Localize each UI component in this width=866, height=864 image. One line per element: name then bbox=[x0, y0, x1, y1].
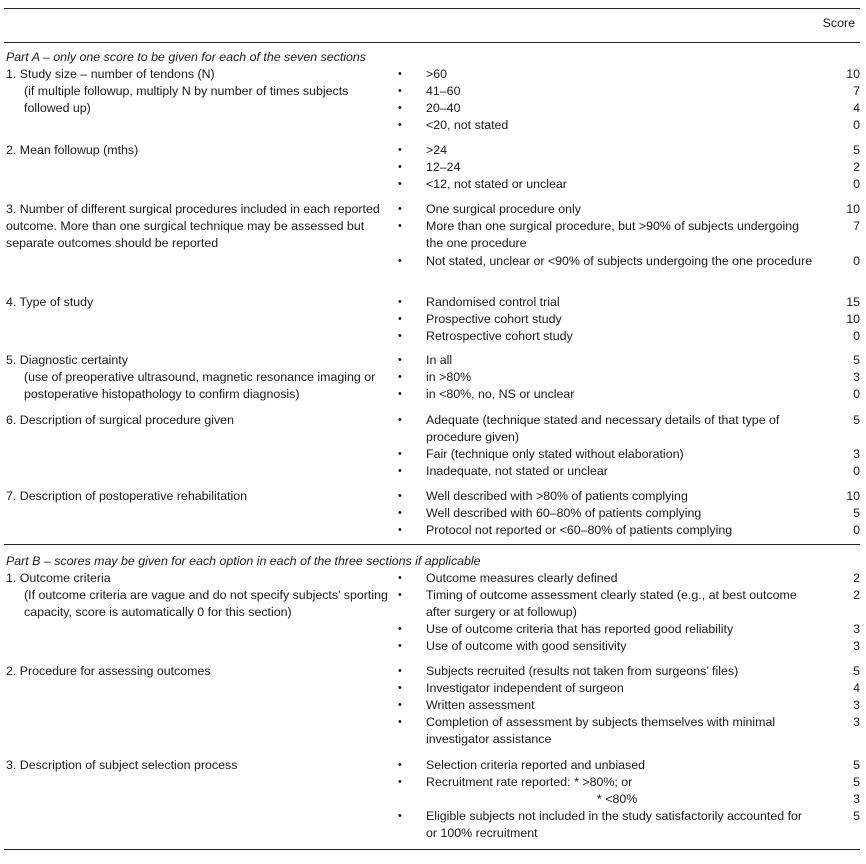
bullet-icon: • bbox=[398, 623, 402, 635]
bullet-icon: • bbox=[398, 85, 402, 97]
bullet-icon: • bbox=[398, 665, 402, 677]
bullet-icon: • bbox=[398, 161, 402, 173]
part-a-section-3 bbox=[6, 201, 381, 252]
option-score: 5 bbox=[853, 506, 860, 520]
option-score: 4 bbox=[853, 681, 860, 695]
option-score: 10 bbox=[846, 312, 860, 326]
bullet-icon: • bbox=[398, 220, 402, 232]
part-b-section-3 bbox=[6, 757, 391, 774]
bullet-icon: • bbox=[398, 388, 402, 400]
section-label: 1. Outcome criteria bbox=[6, 571, 111, 585]
option-score: 4 bbox=[853, 101, 860, 115]
part-a-section-2 bbox=[6, 142, 391, 159]
option-score: 3 bbox=[853, 622, 860, 636]
bullet-icon: • bbox=[398, 354, 402, 366]
option-score: 0 bbox=[853, 329, 860, 343]
option-score: 3 bbox=[853, 792, 860, 806]
option-score: 0 bbox=[853, 254, 860, 268]
part-a-section-7 bbox=[6, 488, 391, 505]
option-score: 2 bbox=[853, 588, 860, 602]
section-label: 6. Description of surgical procedure given bbox=[6, 413, 234, 427]
top-rule bbox=[4, 8, 860, 9]
option-score: 10 bbox=[846, 202, 860, 216]
part-divider-rule bbox=[4, 544, 860, 545]
section-label: 5. Diagnostic certainty bbox=[6, 353, 128, 367]
part-a-section-4 bbox=[6, 294, 391, 311]
bullet-icon: • bbox=[398, 313, 402, 325]
option-score: 5 bbox=[853, 809, 860, 823]
bullet-icon: • bbox=[398, 203, 402, 215]
option-score: 0 bbox=[853, 118, 860, 132]
bullet-icon: • bbox=[398, 682, 402, 694]
option-score: 0 bbox=[853, 387, 860, 401]
bullet-icon: • bbox=[398, 296, 402, 308]
bullet-icon: • bbox=[398, 572, 402, 584]
section-label: 2. Procedure for assessing outcomes bbox=[6, 664, 211, 678]
option-score: 10 bbox=[846, 67, 860, 81]
option-score: 10 bbox=[846, 489, 860, 503]
option-score: 7 bbox=[853, 84, 860, 98]
bullet-icon: • bbox=[398, 178, 402, 190]
section-sublabel: (If outcome criteria are vague and do not specify subjects’ sporting capacity, score is automatically 0 for this section) bbox=[24, 588, 388, 619]
part-a-section-6 bbox=[6, 412, 391, 429]
score-column-header: Score bbox=[822, 16, 855, 30]
bottom-rule bbox=[4, 849, 860, 850]
scoring-table: Score Part A – only one score to be given for each of the seven sections 1. Study size – number of tendons (N) (if multiple followup, multiply N by number of times subjects followed up) • >60 10 • 41–60 7 • 20–40 4 • <20, not stated 0 2. Mean followup (mths) • >24 5 • 12–24 2 • <12, not stated or unclear 0 3. Number of different surgical procedures included in each reported outcome. More than one surgical technique may be assessed but separate outcomes should be reported • One surgical procedure only 10 • More than one surgical procedure, but >90% of subjects undergoing the one procedure 7 • Not stated, unclear or <90% of subjects undergoing the one procedure 0 4. Type of study • Randomised control trial 15 • Prospective cohort study 10 • Retrospective cohort study 0 5. Diagnostic certainty (use of preoperative ultrasound, magnetic resonance imaging or postoperative histopathology to confirm diagnosis) • In all 5 • in >80% 3 • in <80%, no, NS or unclear 0 6. Description of surgical procedure given • Adequate (technique stated and necessary details of that type of procedure given) 5 • Fair (technique only stated without elaboration) 3 • Inadequate, not stated or unclear 0 7. Description of postoperative rehabilitation • Well described with >80% of patients complying 10 • Well described with 60–80% of patients complying 5 • Protocol not reported or <60–80% of patients complying 0 Part B – scores may be given for each option in each of the three sections if applicable 1. Outcome criteria (If outcome criteria are vague and do not specify subjects’ sporting capacity, score is automatically 0 for this section) • Outcome measures clearly defined 2 • Timing of outcome assessment clearly stated (e.g., at best outcome after surgery or at followup) 2 • Use of outcome criteria that has reported good reliability 3 • Use of outcome with good sensitivity 3 2. Procedure for assessing outcomes • Subjects recruited (results not taken from surgeons’ files) 5 • Investigator independent of surgeon 4 • Written assessment 3 • Completion of assessment by subjects themselves with minimal investigator assistance 3 3. Description of subject selection process • Selection criteria reported and unbiased 5 • Recruitment rate reported: * >80%; or 5 * <80% 3 • Eligible subjects not included in the study satisfactorily accounted for or 100% recruitment 5 bbox=[0, 0, 866, 864]
section-label: 4. Type of study bbox=[6, 295, 94, 309]
option-score: 2 bbox=[853, 160, 860, 174]
bullet-icon: • bbox=[398, 507, 402, 519]
bullet-icon: • bbox=[398, 810, 402, 822]
bullet-icon: • bbox=[398, 699, 402, 711]
bullet-icon: • bbox=[398, 759, 402, 771]
part-b-section-2 bbox=[6, 663, 391, 680]
option-score: 3 bbox=[853, 698, 860, 712]
bullet-icon: • bbox=[398, 589, 402, 601]
option-score: 0 bbox=[853, 464, 860, 478]
option-score: 5 bbox=[853, 353, 860, 367]
part-a-section-1 bbox=[6, 66, 391, 117]
bullet-icon: • bbox=[398, 255, 402, 267]
option-score: 15 bbox=[846, 295, 860, 309]
bullet-icon: • bbox=[398, 716, 402, 728]
option-score: 5 bbox=[853, 413, 860, 427]
bullet-icon: • bbox=[398, 144, 402, 156]
bullet-icon: • bbox=[398, 68, 402, 80]
bullet-icon: • bbox=[398, 371, 402, 383]
section-sublabel: (if multiple followup, multiply N by number of times subjects followed up) bbox=[24, 84, 349, 115]
part-a-section-5 bbox=[6, 352, 391, 403]
bullet-icon: • bbox=[398, 490, 402, 502]
part-b-title: Part B – scores may be given for each option in each of the three sections if applicable bbox=[6, 554, 481, 568]
bullet-icon: • bbox=[398, 465, 402, 477]
bullet-icon: • bbox=[398, 448, 402, 460]
option-score: 3 bbox=[853, 639, 860, 653]
part-a-title: Part A – only one score to be given for each of the seven sections bbox=[6, 50, 366, 64]
bullet-icon: • bbox=[398, 524, 402, 536]
part-b-section-1 bbox=[6, 570, 391, 621]
section-label: 1. Study size – number of tendons (N) bbox=[6, 67, 215, 81]
option-score: 3 bbox=[853, 447, 860, 461]
section-label: 3. Number of different surgical procedures included in each reported outcome. More than one surgical technique may be assessed but separate outcomes should be reported bbox=[6, 202, 380, 250]
bullet-icon: • bbox=[398, 640, 402, 652]
section-label: 7. Description of postoperative rehabilitation bbox=[6, 489, 248, 503]
bullet-icon: • bbox=[398, 414, 402, 426]
bullet-icon: • bbox=[398, 776, 402, 788]
option-score: 5 bbox=[853, 758, 860, 772]
bullet-icon: • bbox=[398, 102, 402, 114]
bullet-icon: • bbox=[398, 119, 402, 131]
option-score: 0 bbox=[853, 523, 860, 537]
option-score: 3 bbox=[853, 370, 860, 384]
header-rule bbox=[4, 42, 860, 43]
section-sublabel: (use of preoperative ultrasound, magnetic resonance imaging or postoperative histopathology to confirm diagnosis) bbox=[24, 370, 376, 401]
section-label: 2. Mean followup (mths) bbox=[6, 143, 139, 157]
option-score: 7 bbox=[853, 219, 860, 233]
bullet-icon: • bbox=[398, 330, 402, 342]
option-score: 0 bbox=[853, 177, 860, 191]
section-label: 3. Description of subject selection process bbox=[6, 758, 238, 772]
option-score: 5 bbox=[853, 775, 860, 789]
option-score: 2 bbox=[853, 571, 860, 585]
option-score: 5 bbox=[853, 143, 860, 157]
option-score: 5 bbox=[853, 664, 860, 678]
option-score: 3 bbox=[853, 715, 860, 729]
